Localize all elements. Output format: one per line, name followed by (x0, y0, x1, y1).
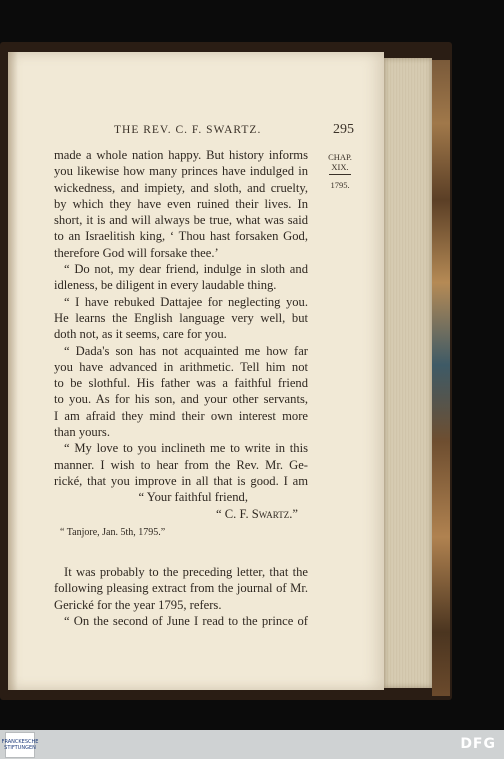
text-line: “ I have rebuked Dattajee for neglecting you. (64, 294, 308, 309)
body-text (54, 147, 308, 629)
text-line: than yours. (54, 425, 110, 440)
signature-prefix: “ C. F. (216, 506, 252, 521)
letter-closing: “ Your faithful friend, (138, 490, 248, 505)
page-gutter-shadow (8, 52, 18, 690)
text-line: following pleasing extract from the journal of Mr. (54, 581, 308, 596)
margin-rule (329, 174, 351, 175)
text-line: made a whole nation happy. But history informs (54, 148, 308, 162)
text-line: you likewise how many princes have indulged in (54, 164, 308, 179)
text-line: by which they have even ruined their lives. In (54, 196, 308, 211)
logo-text: FRANCKESCHE STIFTUNGEN (1, 739, 39, 751)
text-line: I am afraid they mind their own interest more (54, 408, 308, 423)
text-line: short, it is and will always be true, what was said (54, 213, 308, 228)
text-line: “ On the second of June I read to the prince of (64, 614, 308, 629)
text-line: rické, that you improve in all that is good. I am (54, 473, 308, 488)
running-head: THE REV. C. F. SWARTZ. (114, 124, 262, 136)
text-line: wickedness, and impiety, and sloth, and cruelty, (54, 180, 308, 195)
page-number: 295 (333, 122, 354, 137)
text-line: you have advanced in arithmetic. Tell him not (54, 359, 308, 374)
text-line: “ Dada's son has not acquainted me how far (64, 343, 308, 358)
viewer-footer-bar (0, 730, 504, 759)
letter-signature (54, 506, 308, 522)
text-line: It was probably to the preceding letter, that the (64, 565, 308, 580)
text-line: “ My love to you inclineth me to write in this (64, 441, 308, 456)
margin-chapter-number: XIX. (331, 162, 349, 172)
letter-dateline: “ Tanjore, Jan. 5th, 1795.” (60, 526, 166, 538)
book-spine (432, 60, 450, 696)
text-line: Gerické for the year 1795, refers. (54, 597, 222, 612)
dfg-logo[interactable]: DFG (460, 736, 496, 752)
text-line: to be slothful. His father was a faithful friend (54, 376, 308, 391)
text-line: to an Israelitish king, ‘ Thou hast forsaken God, (54, 229, 308, 244)
text-line: manner. I wish to hear from the Rev. Mr. Ge- (54, 457, 308, 472)
franckesche-stiftungen-logo[interactable] (1, 732, 39, 758)
text-line: He learns the English language very well, but (54, 310, 308, 325)
margin-year: 1795. (330, 180, 350, 190)
text-line: to you. As for his son, and your other servants, (54, 392, 308, 407)
signature-suffix: .” (289, 506, 298, 521)
text-line: “ Do not, my dear friend, indulge in sloth and (64, 262, 308, 277)
page-edges (384, 58, 432, 688)
text-line: doth not, as it seems, care for you. (54, 327, 227, 342)
text-line: idleness, be diligent in every laudable thing. (54, 278, 277, 293)
margin-chapter: CHAP. (328, 152, 352, 162)
signature-name: Swartz (251, 506, 290, 521)
text-line: therefore God will forsake thee.’ (54, 245, 219, 260)
margin-note (318, 152, 362, 190)
